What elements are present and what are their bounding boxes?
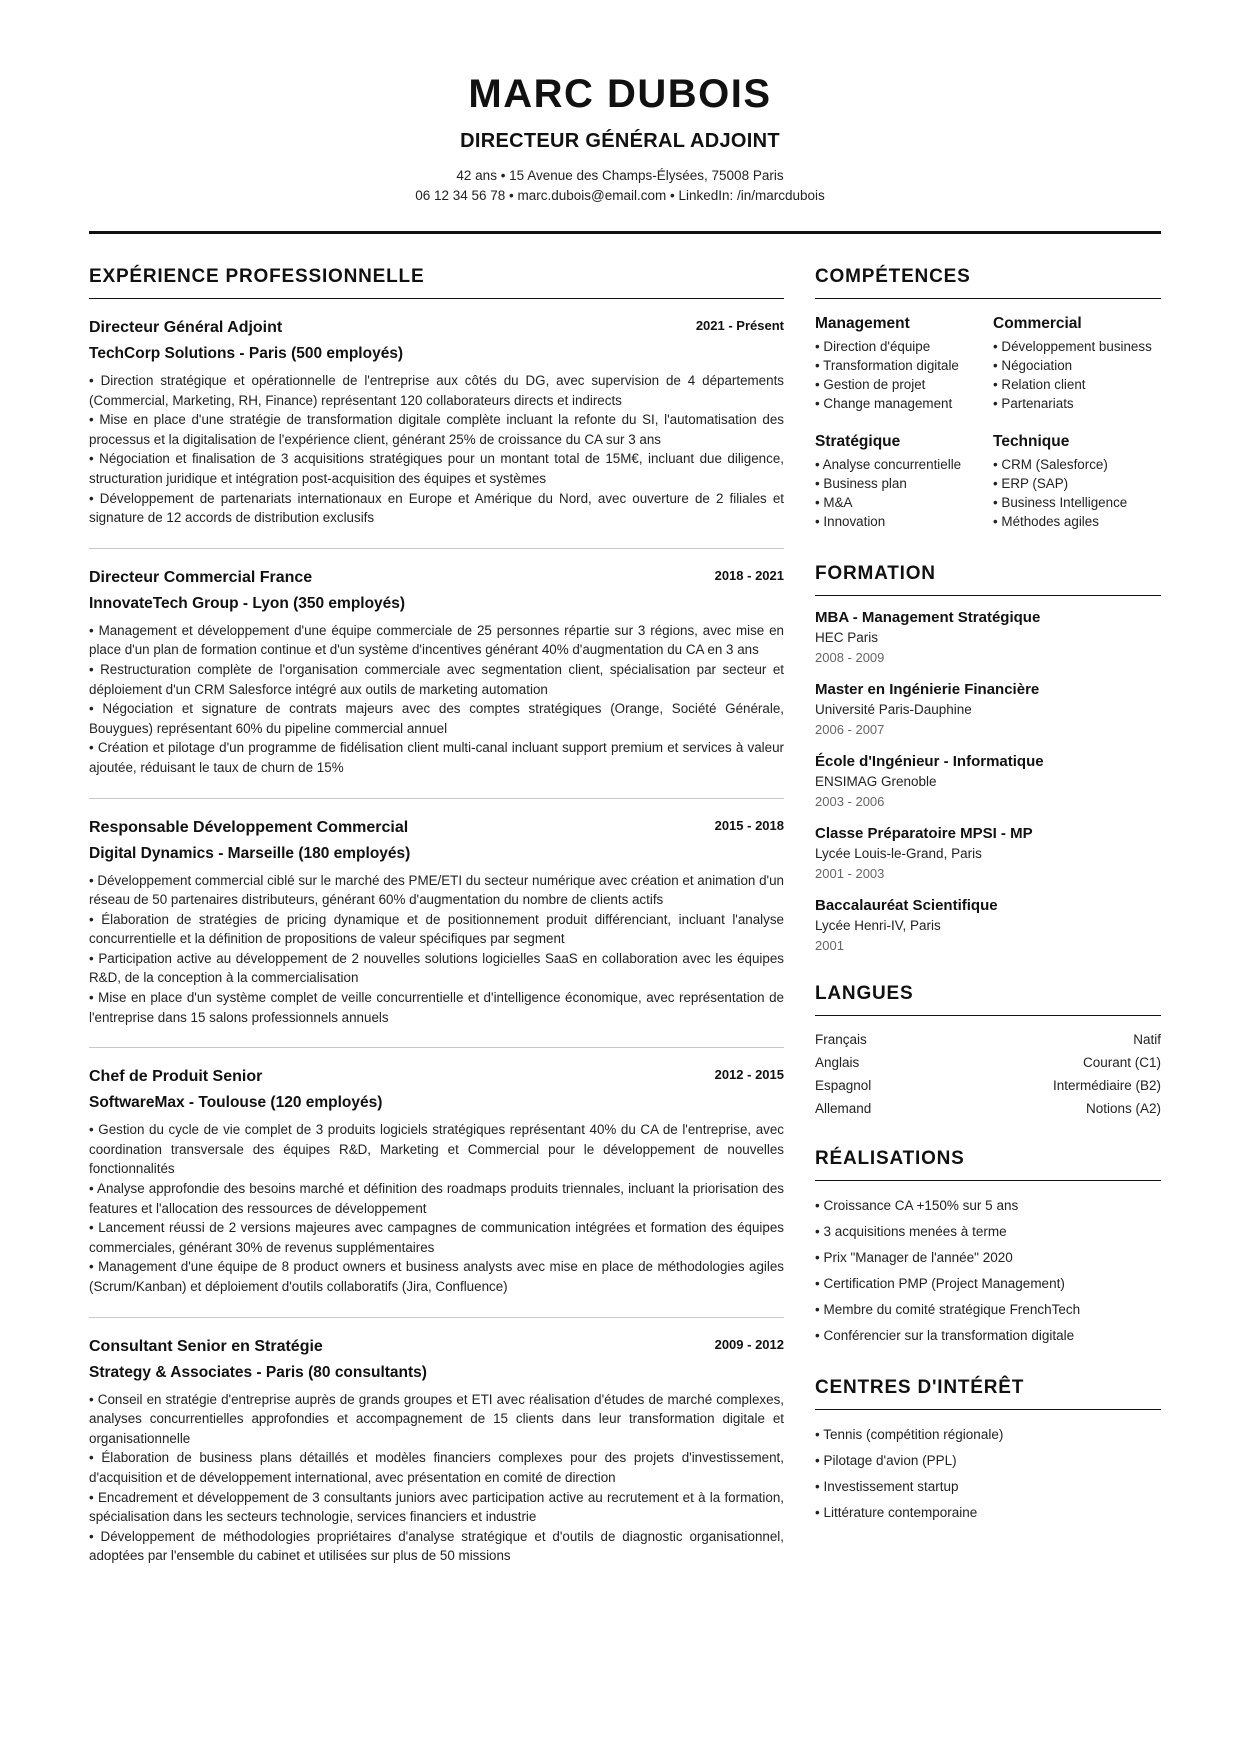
education-entry — [815, 752, 1161, 811]
job-bullet: • Management d'une équipe de 8 product owners et business analysts avec mise en place de méthodologies agiles (Scrum/Kanban) et déploiement d'outils collaboratifs (Jira, Confluence) — [89, 1259, 784, 1294]
interest-item: • Littérature contemporaine — [815, 1505, 978, 1520]
job-dates: 2021 - Présent — [695, 318, 784, 333]
skill-item: • ERP (SAP) — [993, 476, 1069, 491]
job-title: Responsable Développement Commercial — [89, 818, 409, 836]
job-bullet: • Développement commercial ciblé sur le marché des PME/ETI du secteur numérique avec création et animation d'un réseau de 50 partenaires distributeurs, générant 60% d'augmentation du nombre de clients actifs — [89, 872, 784, 908]
education-degree: MBA - Management Stratégique — [815, 609, 1041, 626]
achievement-item: • Certification PMP (Project Management) — [815, 1276, 1065, 1291]
job-company: SoftwareMax - Toulouse (120 employés) — [89, 1094, 383, 1112]
job-list — [89, 299, 784, 1586]
education-degree: École d'Ingénieur - Informatique — [815, 753, 1044, 770]
language-name: Espagnol — [815, 1078, 872, 1093]
job-company: Digital Dynamics - Marseille (180 employés) — [89, 844, 411, 862]
job-bullet: • Élaboration de stratégies de pricing dynamique et de positionnement produit différenciant, incluant l'analyse concurrentielle et la définition de propositions de valeur spécifiques par segment — [89, 911, 784, 947]
job-bullet: • Conseil en stratégie d'entreprise auprès de grands groupes et ETI avec réalisation d'études de marché complexes, analyses concurrentielles approfondies et accompagnement de 15 clients dans leur transformation digitale et organisationnelle — [89, 1391, 784, 1446]
education-entry — [815, 680, 1161, 739]
achievement-item: • Croissance CA +150% sur 5 ans — [815, 1198, 1019, 1213]
skill-category — [815, 431, 993, 531]
achievements-section — [815, 1146, 1161, 1349]
skills-grid — [815, 299, 1161, 531]
education-years: 2001 — [815, 938, 844, 953]
education-degree: Classe Préparatoire MPSI - MP — [815, 825, 1033, 842]
achievement-item: • Membre du comité stratégique FrenchTech — [815, 1302, 1081, 1317]
education-school: Lycée Henri-IV, Paris — [815, 918, 941, 933]
resume-header — [0, 0, 1240, 206]
job-title: Chef de Produit Senior — [89, 1068, 263, 1086]
skill-items — [815, 337, 993, 413]
education-degree: Baccalauréat Scientifique — [815, 897, 998, 914]
education-entry — [815, 896, 1161, 955]
achievement-item: • 3 acquisitions menées à terme — [815, 1224, 1007, 1239]
job-company: Strategy & Associates - Paris (80 consultants) — [89, 1363, 427, 1381]
job-bullet: • Participation active au développement de 2 nouvelles solutions logicielles SaaS en collaboration avec les équipes R&D, de la conception à la commercialisation — [89, 950, 784, 986]
skill-item: • Partenariats — [993, 396, 1074, 411]
education-school: Lycée Louis-le-Grand, Paris — [815, 846, 982, 861]
education-school: ENSIMAG Grenoble — [815, 774, 937, 789]
job-bullets — [89, 1120, 784, 1296]
education-entry — [815, 608, 1161, 667]
skill-items — [993, 455, 1161, 531]
skill-category — [993, 313, 1161, 413]
skill-item: • Business plan — [815, 476, 907, 491]
skill-category-name: Management — [815, 315, 910, 332]
education-entry — [815, 824, 1161, 883]
skill-items — [815, 455, 993, 531]
contact-line-personal: 42 ans • 15 Avenue des Champs-Élysées, 75008 Paris — [456, 168, 784, 183]
job-company: InnovateTech Group - Lyon (350 employés) — [89, 594, 406, 612]
job-dates: 2009 - 2012 — [714, 1336, 784, 1352]
skill-item: • Analyse concurrentielle — [815, 457, 962, 472]
skill-item: • Innovation — [815, 514, 886, 529]
education-school: HEC Paris — [815, 630, 879, 645]
job-entry — [89, 799, 784, 1049]
skill-item: • Business Intelligence — [993, 495, 1128, 510]
job-header — [89, 567, 784, 589]
job-entry — [89, 1318, 784, 1586]
section-title-achievements: RÉALISATIONS — [815, 1146, 1161, 1181]
education-years: 2003 - 2006 — [815, 794, 885, 809]
job-title: Directeur Commercial France — [89, 568, 313, 586]
language-name: Allemand — [815, 1101, 872, 1116]
job-entry — [89, 299, 784, 549]
job-header — [89, 317, 784, 339]
job-bullet: • Restructuration complète de l'organisation commerciale avec segmentation client, spécialisation par secteur et déploiement d'un CRM Salesforce intégré aux outils de marketing automation — [89, 661, 784, 697]
skill-category — [815, 313, 993, 413]
job-bullets — [89, 371, 784, 528]
language-list — [815, 1016, 1161, 1120]
education-years: 2001 - 2003 — [815, 866, 885, 881]
experience-section — [89, 264, 784, 1586]
skill-item: • Négociation — [993, 358, 1073, 373]
job-title: Directeur Général Adjoint — [89, 319, 283, 336]
job-header — [89, 1336, 784, 1358]
section-title-experience: EXPÉRIENCE PROFESSIONNELLE — [89, 264, 784, 299]
language-level: Intermédiaire (B2) — [1052, 1078, 1161, 1093]
job-bullet: • Management et développement d'une équipe commerciale de 25 personnes répartie sur 3 régions, avec mise en place d'un plan de formation continue et d'un système d'incentives générant 40% d'augmentation du CA en 3 ans — [89, 622, 784, 658]
skill-category-name: Technique — [993, 433, 1070, 450]
job-bullet: • Développement de méthodologies propriétaires d'analyse stratégique et d'outils de diagnostic organisationnel, adoptées par l'ensemble du cabinet et utilisées sur plus de 50 missions — [89, 1528, 784, 1564]
education-years: 2006 - 2007 — [815, 722, 885, 737]
language-row — [815, 1097, 1161, 1120]
education-section — [815, 561, 1161, 955]
job-dates: 2018 - 2021 — [714, 567, 784, 583]
language-name: Français — [815, 1032, 867, 1047]
skill-category-name: Stratégique — [815, 433, 901, 450]
education-list — [815, 596, 1161, 955]
job-bullets — [89, 1390, 784, 1566]
job-bullet: • Analyse approfondie des besoins marché et définition des roadmaps produits triennales, incluant la priorisation des features et l'allocation des ressources de développement — [89, 1181, 784, 1216]
job-header — [89, 817, 784, 839]
candidate-title: DIRECTEUR GÉNÉRAL ADJOINT — [460, 130, 780, 152]
job-company: TechCorp Solutions - Paris (500 employés) — [89, 345, 404, 362]
achievement-list — [815, 1181, 1161, 1349]
job-bullet: • Mise en place d'un système complet de veille concurrentielle et d'intelligence économique, avec représentation de l'entreprise dans 15 salons professionnels annuels — [89, 990, 784, 1025]
job-bullet: • Lancement réussi de 2 versions majeures avec campagnes de communication intégrées et formation des équipes commerciales, générant 30% de revenus supplémentaires — [89, 1220, 784, 1255]
job-bullet: • Négociation et signature de contrats majeurs avec des comptes stratégiques (Orange, Société Générale, Bouygues) représentant 60% du pipeline commercial annuel — [89, 701, 784, 736]
skill-category-name: Commercial — [993, 315, 1082, 332]
language-level: Notions (A2) — [1085, 1101, 1161, 1116]
job-bullet: • Encadrement et développement de 3 consultants juniors avec participation active au recrutement et à la formation, spécialisation dans les secteurs technologie, services financiers et industrie — [89, 1489, 784, 1525]
section-title-skills: COMPÉTENCES — [815, 264, 1161, 299]
language-row — [815, 1028, 1161, 1051]
skills-section — [815, 264, 1161, 531]
skill-category — [993, 431, 1161, 531]
language-row — [815, 1051, 1161, 1074]
job-bullet: • Négociation et finalisation de 3 acquisitions stratégiques pour un montant total de 15M€, incluant due diligence, structuration juridique et intégration post-acquisition des équipes et systèmes — [89, 451, 784, 486]
skill-item: • Méthodes agiles — [993, 514, 1099, 529]
header-divider — [89, 231, 1161, 234]
language-level: Natif — [1133, 1032, 1161, 1047]
section-title-interests: CENTRES D'INTÉRÊT — [815, 1375, 1161, 1410]
interest-item: • Pilotage d'avion (PPL) — [815, 1453, 957, 1468]
skill-item: • Change management — [815, 396, 953, 411]
job-title: Consultant Senior en Stratégie — [89, 1337, 323, 1355]
skill-item: • CRM (Salesforce) — [993, 457, 1108, 472]
section-title-languages: LANGUES — [815, 981, 1161, 1016]
contact-info — [0, 166, 1240, 206]
job-entry — [89, 1048, 784, 1317]
job-bullet: • Mise en place d'une stratégie de transformation digitale complète incluant la refonte du SI, l'automatisation des processus et la digitalisation de l'expérience client, générant 25% de croissance du CA sur 3 ans — [89, 412, 784, 447]
contact-line-details: 06 12 34 56 78 • marc.dubois@email.com • LinkedIn: /in/marcdubois — [415, 188, 825, 203]
achievement-item: • Prix "Manager de l'année" 2020 — [815, 1250, 1013, 1265]
interest-item: • Tennis (compétition régionale) — [815, 1427, 1004, 1442]
skill-items — [993, 337, 1161, 413]
skill-item: • M&A — [815, 495, 853, 510]
job-bullet: • Élaboration de business plans détaillés et modèles financiers complexes pour des projets d'investissement, d'acquisition et de développement international, avec présentation en comité de direction — [89, 1450, 784, 1485]
education-years: 2008 - 2009 — [815, 650, 885, 665]
skill-item: • Relation client — [993, 377, 1086, 392]
candidate-name: MARC DUBOIS — [468, 72, 772, 116]
sidebar — [815, 264, 1161, 1552]
education-degree: Master en Ingénierie Financière — [815, 681, 1040, 698]
job-bullets — [89, 621, 784, 778]
section-title-education: FORMATION — [815, 561, 1161, 596]
languages-section — [815, 981, 1161, 1120]
skill-item: • Direction d'équipe — [815, 339, 931, 354]
skill-item: • Gestion de projet — [815, 377, 926, 392]
job-bullet: • Création et pilotage d'un programme de fidélisation client multi-canal incluant support premium et services à valeur ajoutée, réduisant le taux de churn de 15% — [89, 740, 784, 775]
language-row — [815, 1074, 1161, 1097]
interest-list — [815, 1410, 1161, 1526]
language-level: Courant (C1) — [1082, 1055, 1161, 1070]
education-school: Université Paris-Dauphine — [815, 702, 972, 717]
achievement-item: • Conférencier sur la transformation digitale — [815, 1328, 1075, 1343]
job-bullet: • Gestion du cycle de vie complet de 3 produits logiciels stratégiques représentant 40% du CA de l'entreprise, avec coordination transversale des équipes R&D, Marketing et Commercial pour le développement de nouvelles fonctionnalités — [89, 1122, 784, 1177]
job-bullets — [89, 871, 784, 1028]
job-entry — [89, 549, 784, 799]
job-dates: 2012 - 2015 — [714, 1067, 784, 1083]
job-header — [89, 1066, 784, 1088]
job-bullet: • Développement de partenariats internationaux en Europe et Amérique du Nord, avec ouverture de 2 filiales et signature de 12 accords de distribution exclusifs — [89, 490, 784, 526]
interest-item: • Investissement startup — [815, 1479, 959, 1494]
language-name: Anglais — [815, 1055, 860, 1070]
job-bullet: • Direction stratégique et opérationnelle de l'entreprise aux côtés du DG, avec supervision de 4 départements (Commercial, Marketing, RH, Finance) représentant 120 collaborateurs directs et indirects — [89, 373, 784, 408]
interests-section — [815, 1375, 1161, 1526]
job-dates: 2015 - 2018 — [714, 817, 784, 833]
skill-item: • Transformation digitale — [815, 358, 959, 373]
skill-item: • Développement business — [993, 339, 1152, 354]
